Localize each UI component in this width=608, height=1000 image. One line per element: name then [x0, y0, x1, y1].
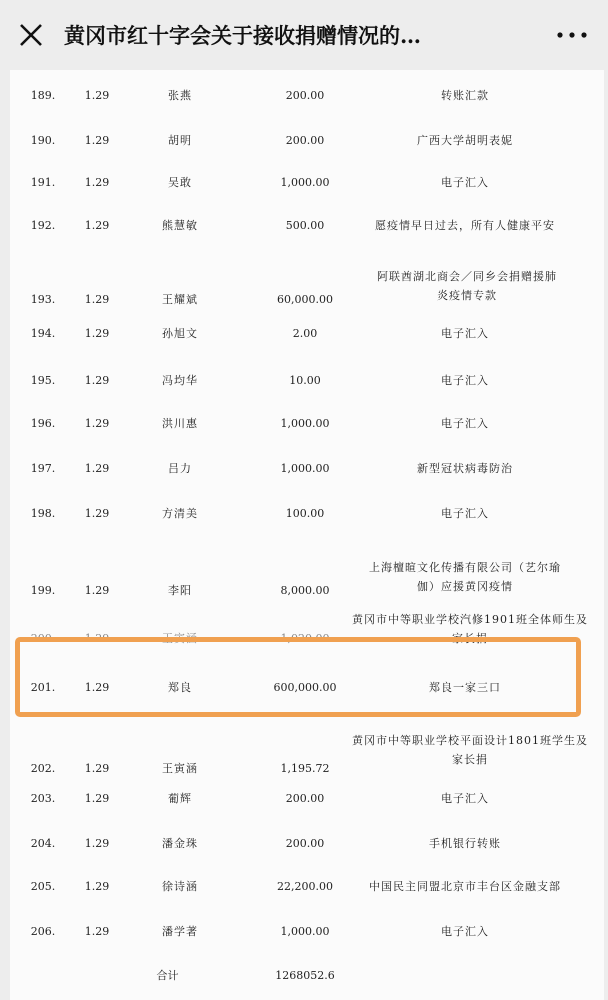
- donation-note: 黄冈市中等职业学校平面设计1801班学生及家长捐: [352, 734, 588, 766]
- donor-name: 葡辉: [168, 791, 192, 805]
- donation-note: 黄冈市中等职业学校汽修1901班全体师生及家长捐: [352, 613, 588, 645]
- row-date: 1.29: [84, 293, 110, 306]
- table-row: [10, 398, 604, 448]
- total-row: [10, 950, 604, 1000]
- donation-amount: 1,000.00: [280, 416, 330, 430]
- donation-note: 愿疫情早日过去，所有人健康平安: [375, 218, 555, 232]
- row-number: 203.: [30, 791, 56, 805]
- donation-note: 中国民主同盟北京市丰台区金融支部: [369, 879, 561, 893]
- table-row: [10, 443, 604, 493]
- total-label: 合计: [156, 968, 179, 982]
- donor-name: 胡明: [168, 133, 192, 147]
- table-row: [10, 200, 604, 250]
- table-row: [10, 610, 604, 650]
- donation-note: 电子汇入: [441, 924, 489, 938]
- donation-amount: 60,000.00: [277, 293, 333, 306]
- donation-note: 电子汇入: [441, 326, 489, 340]
- row-number: 198.: [30, 506, 56, 520]
- donor-name: 王耀斌: [162, 293, 198, 306]
- donation-note: 手机银行转账: [429, 836, 501, 850]
- table-row: [10, 70, 604, 120]
- close-icon[interactable]: [14, 18, 48, 52]
- donation-note: 新型冠状病毒防治: [417, 461, 513, 475]
- donation-amount: 200.00: [285, 88, 325, 102]
- row-date: 1.29: [84, 924, 110, 938]
- donation-amount: 600,000.00: [273, 680, 337, 694]
- row-date: 1.29: [84, 506, 110, 520]
- donation-amount: 1,020.00: [280, 632, 330, 645]
- row-number: 194.: [30, 326, 56, 340]
- row-date: 1.29: [84, 461, 110, 475]
- donation-amount: 1,000.00: [280, 461, 330, 475]
- row-date: 1.29: [84, 175, 110, 189]
- row-number: 199.: [30, 584, 56, 597]
- table-row: [10, 773, 604, 823]
- donation-amount: 1,195.72: [280, 762, 330, 775]
- row-date: 1.29: [84, 680, 110, 694]
- more-dots-icon[interactable]: [550, 18, 594, 52]
- donor-name: 潘学著: [162, 924, 198, 938]
- donation-amount: 2.00: [292, 326, 318, 340]
- top-bar: [0, 0, 608, 70]
- donation-note: 电子汇入: [441, 791, 489, 805]
- donation-note: 广西大学胡明表妮: [417, 133, 513, 147]
- row-number: 206.: [30, 924, 56, 938]
- donation-amount: 100.00: [285, 506, 325, 520]
- row-number: 193.: [30, 293, 56, 306]
- row-number: 191.: [30, 175, 56, 189]
- row-number: 202.: [30, 762, 56, 775]
- donor-name: 潘金珠: [162, 836, 198, 850]
- row-number: 205.: [30, 879, 56, 893]
- row-number: 201.: [30, 680, 56, 694]
- row-number: 196.: [30, 416, 56, 430]
- donation-amount: 200.00: [285, 791, 325, 805]
- donor-name: 吴敢: [168, 175, 192, 189]
- row-date: 1.29: [84, 879, 110, 893]
- donor-name: 王寅涵: [162, 632, 198, 645]
- donation-amount: 1,000.00: [280, 924, 330, 938]
- table-row: [10, 906, 604, 956]
- row-number: 190.: [30, 133, 56, 147]
- row-date: 1.29: [84, 632, 110, 645]
- donor-name: 洪川惠: [162, 416, 198, 430]
- donor-name: 徐诗涵: [162, 879, 198, 893]
- donation-amount: 500.00: [285, 218, 325, 232]
- table-row: [10, 542, 604, 612]
- donor-name: 冯均华: [162, 373, 198, 387]
- row-date: 1.29: [84, 88, 110, 102]
- row-number: 197.: [30, 461, 56, 475]
- total-amount: 1268052.6: [275, 968, 335, 982]
- donor-name: 吕力: [168, 461, 192, 475]
- donation-amount: 200.00: [285, 133, 325, 147]
- row-date: 1.29: [84, 373, 110, 387]
- donation-note: 电子汇入: [441, 416, 489, 430]
- donation-note: 电子汇入: [441, 506, 489, 520]
- donor-name: 张燕: [168, 88, 192, 102]
- donation-note: 电子汇入: [441, 175, 489, 189]
- row-number: 200.: [30, 632, 56, 645]
- table-row: [10, 861, 604, 911]
- page-title: 黄冈市红十字会关于接收捐赠情况的…: [64, 23, 421, 48]
- row-date: 1.29: [84, 416, 110, 430]
- donation-amount: 200.00: [285, 836, 325, 850]
- donation-note: 电子汇入: [441, 373, 489, 387]
- row-number: 195.: [30, 373, 56, 387]
- donor-name: 郑良: [168, 680, 192, 694]
- donation-note: 郑良一家三口: [429, 680, 501, 694]
- row-date: 1.29: [84, 836, 110, 850]
- row-number: 189.: [30, 88, 56, 102]
- table-row: [10, 308, 604, 358]
- donation-amount: 22,200.00: [277, 879, 333, 893]
- donation-note: 上海檀暄文化传播有限公司（艺尔瑜伽）应援黄冈疫情: [369, 561, 561, 593]
- table-row: [10, 488, 604, 538]
- row-date: 1.29: [84, 218, 110, 232]
- row-date: 1.29: [84, 584, 110, 597]
- donor-name: 孙旭文: [162, 326, 198, 340]
- row-number: 204.: [30, 836, 56, 850]
- donation-note: 阿联酋湖北商会／同乡会捐赠援肺炎疫情专款: [377, 270, 557, 302]
- donation-amount: 1,000.00: [280, 175, 330, 189]
- donation-note: 转账汇款: [441, 88, 489, 102]
- donation-table-page: [10, 70, 604, 1000]
- row-date: 1.29: [84, 326, 110, 340]
- donation-amount: 8,000.00: [280, 584, 330, 597]
- row-date: 1.29: [84, 791, 110, 805]
- table-row: [10, 720, 604, 780]
- row-date: 1.29: [84, 133, 110, 147]
- donor-name: 王寅涵: [162, 762, 198, 775]
- donor-name: 方清美: [162, 506, 198, 520]
- row-number: 192.: [30, 218, 56, 232]
- row-date: 1.29: [84, 762, 110, 775]
- donor-name: 熊慧敏: [162, 218, 198, 232]
- donor-name: 李阳: [168, 584, 192, 597]
- donation-amount: 10.00: [289, 373, 321, 387]
- table-row-highlighted: [10, 662, 604, 712]
